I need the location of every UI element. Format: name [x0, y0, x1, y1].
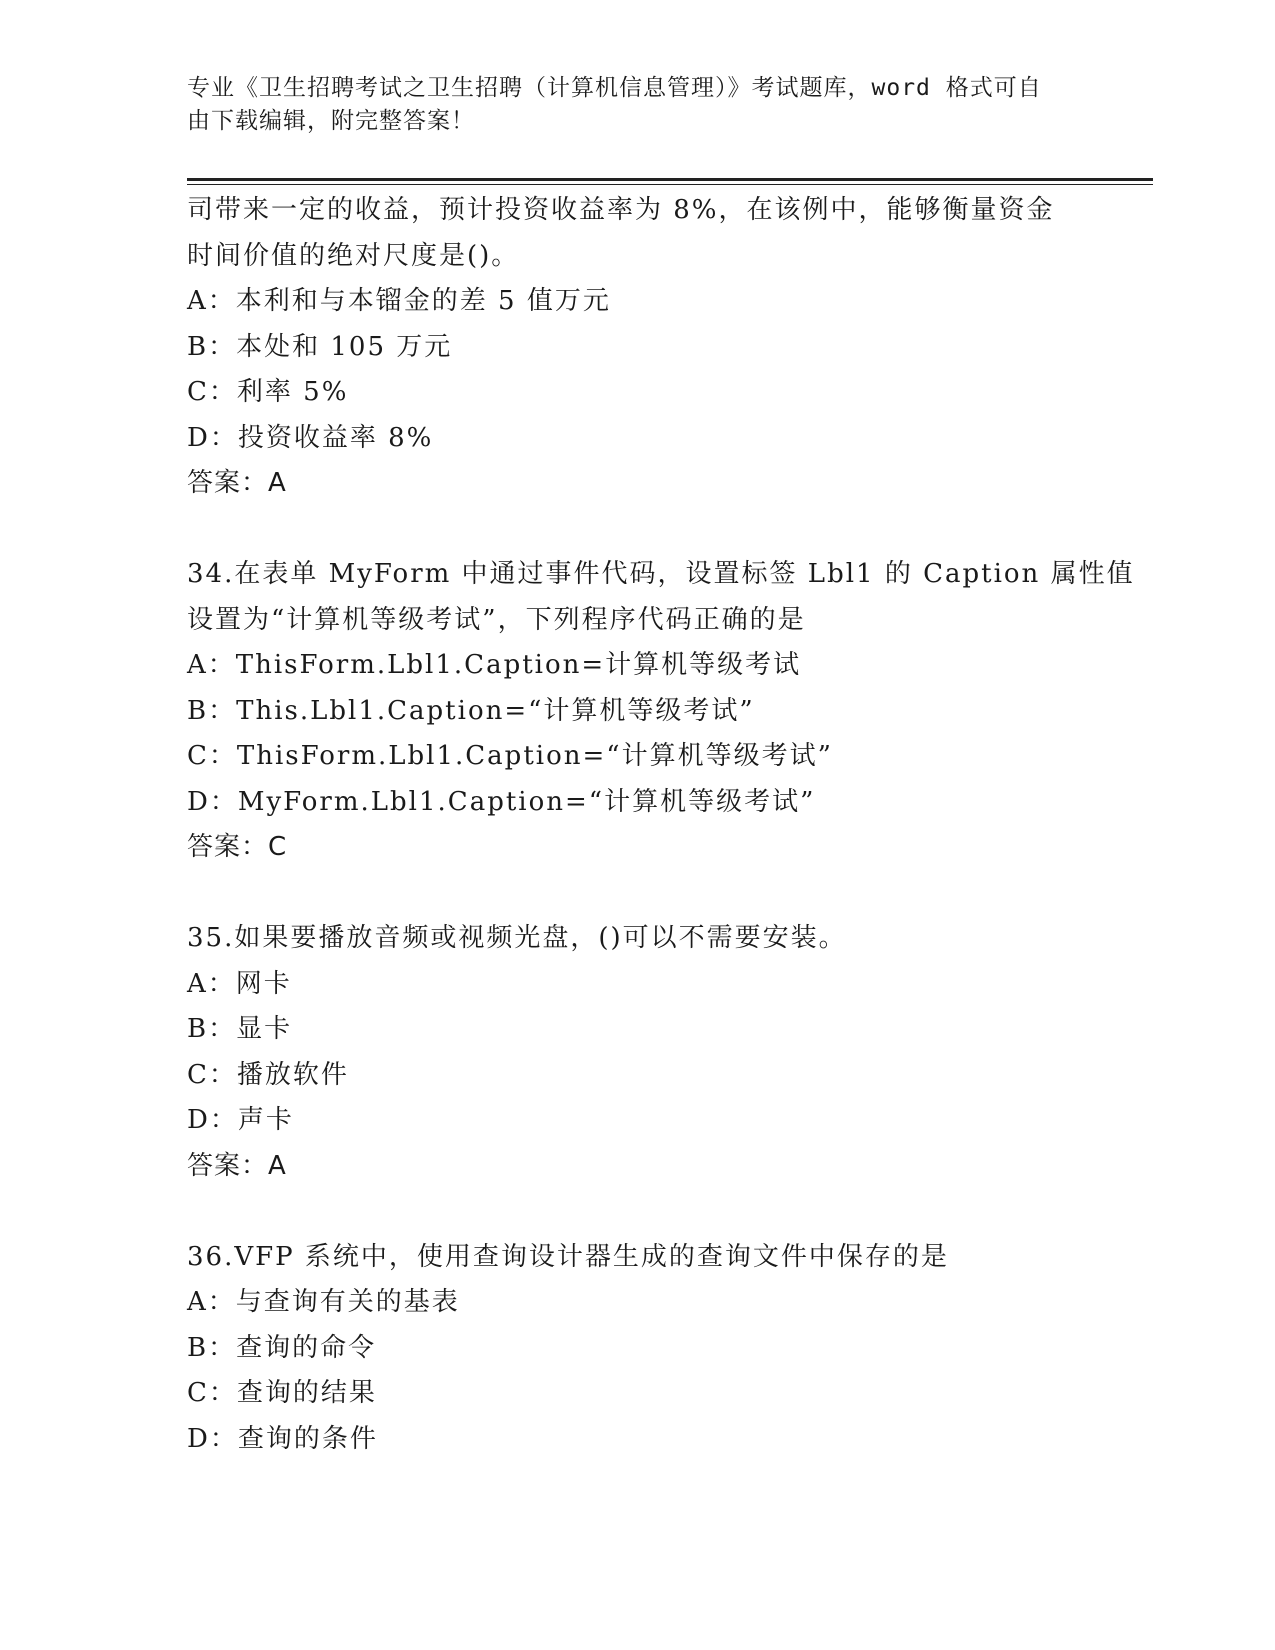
question-stem: 设置为“计算机等级考试”，下列程序代码正确的是 [187, 604, 806, 635]
option-a: A：网卡 [187, 968, 292, 999]
answer: 答案：A [187, 468, 287, 498]
question-33 [187, 188, 1087, 507]
question-stem: 时间价值的绝对尺度是()。 [187, 240, 520, 271]
option-b: B：本处和 105 万元 [187, 331, 453, 362]
question-35 [187, 916, 1087, 1189]
option-b: B：显卡 [187, 1014, 293, 1044]
document-header [187, 72, 1067, 138]
option-d: D：声卡 [187, 1105, 294, 1135]
header-divider-thick [187, 178, 1153, 181]
question-36 [187, 1235, 1087, 1463]
option-c: C：查询的结果 [187, 1378, 377, 1408]
answer: 答案：A [187, 1150, 287, 1181]
answer: 答案：C [187, 832, 288, 862]
question-stem: 36.VFP 系统中，使用查询设计器生成的查询文件中保存的是 [187, 1241, 949, 1272]
option-c: C：播放软件 [187, 1059, 349, 1090]
option-a: A：与查询有关的基表 [187, 1287, 460, 1317]
header-line-1: 专业《卫生招聘考试之卫生招聘（计算机信息管理）》考试题库，word 格式可自 [187, 75, 1042, 101]
header-divider-thin [187, 184, 1153, 185]
spacer [187, 1189, 1087, 1235]
question-stem: 35.如果要播放音频或视频光盘，()可以不需要安装。 [187, 923, 847, 953]
option-c: C：ThisForm.Lbl1.Caption=“计算机等级考试” [187, 741, 833, 771]
question-stem: 34.在表单 MyForm 中通过事件代码，设置标签 Lbl1 的 Caption 属性值 [187, 559, 1135, 589]
option-d: D：MyForm.Lbl1.Caption=“计算机等级考试” [187, 786, 816, 817]
option-a: A：本利和与本镏金的差 5 值万元 [187, 286, 611, 316]
header-line-2: 由下载编辑，附完整答案！ [187, 108, 475, 134]
question-34 [187, 552, 1135, 871]
option-d: D：查询的条件 [187, 1423, 378, 1454]
spacer [187, 507, 1087, 553]
option-b: B：查询的命令 [187, 1332, 377, 1363]
option-a: A：ThisForm.Lbl1.Caption=计算机等级考试 [187, 650, 802, 680]
option-c: C：利率 5% [187, 377, 349, 407]
question-stem: 司带来一定的收益，预计投资收益率为 8%，在该例中，能够衡量资金 [187, 195, 1055, 225]
spacer [187, 871, 1087, 917]
option-d: D：投资收益率 8% [187, 422, 434, 453]
option-b: B：This.Lbl1.Caption=“计算机等级考试” [187, 695, 755, 726]
question-content [187, 188, 1135, 1462]
